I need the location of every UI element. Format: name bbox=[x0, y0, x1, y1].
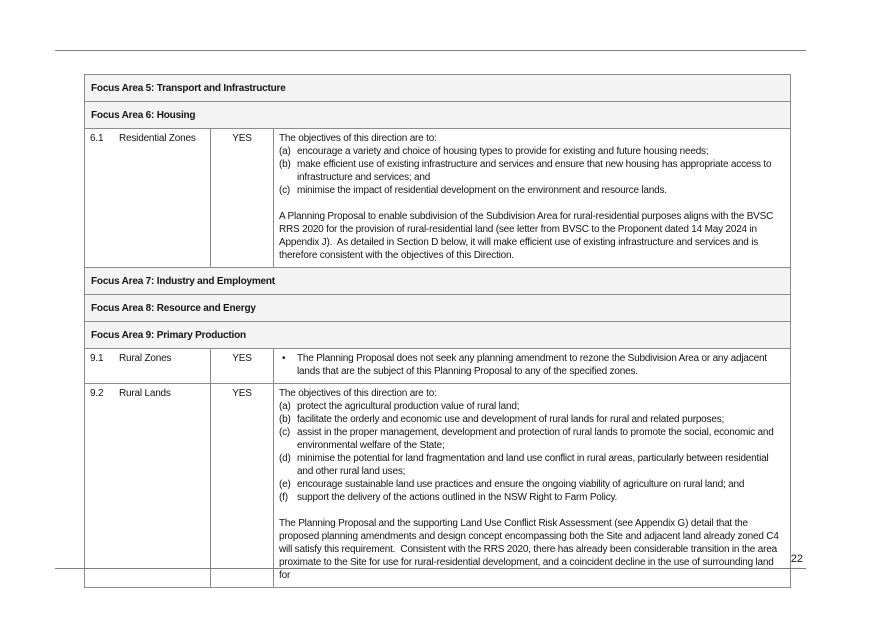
item-ref-cell bbox=[85, 129, 211, 267]
block-text: The objectives of this direction are to: bbox=[279, 133, 437, 144]
block-text: The Planning Proposal and the supporting Land Use Conflict Risk Assessment (see Appendix G) detail that the proposed planning amendments and design concept encompassing both the Site and adjacent land already zoned C4 will satisfy this requirement. Consistent with the RRS 2020, there has already been considerable transition in the area proximate to the Site for use for rural-residential development, and a coincident decline in the use of surrounding land for bbox=[279, 518, 782, 581]
section-label: Focus Area 9: Primary Production bbox=[91, 330, 246, 341]
paragraph bbox=[279, 517, 784, 582]
table-section-row bbox=[85, 267, 790, 294]
list-marker: (b) bbox=[279, 159, 291, 170]
block-text: encourage a variety and choice of housing types to provide for existing and future housing needs; bbox=[297, 146, 709, 157]
item-consistency-cell: YES bbox=[211, 129, 274, 267]
lettered-item bbox=[279, 452, 784, 478]
page-number: 22 bbox=[790, 553, 803, 565]
assessment-table bbox=[84, 74, 791, 588]
table-item-row bbox=[85, 348, 790, 383]
paragraph bbox=[279, 387, 784, 400]
block-text: make efficient use of existing infrastructure and services and ensure that new housing has appropriate access to infrastructure and services; and bbox=[297, 159, 774, 183]
paragraph-spacer bbox=[279, 504, 784, 517]
item-consistency-cell: YES bbox=[211, 384, 274, 587]
list-marker: (a) bbox=[279, 146, 291, 157]
block-text: minimise the potential for land fragmentation and land use conflict in rural areas, particularly between residential and other rural land uses; bbox=[297, 453, 772, 477]
item-number: 9.2 bbox=[90, 388, 104, 399]
paragraph-spacer bbox=[279, 197, 784, 210]
section-label: Focus Area 7: Industry and Employment bbox=[91, 276, 275, 287]
list-marker: (c) bbox=[279, 185, 291, 196]
lettered-item bbox=[279, 491, 784, 504]
list-marker: (f) bbox=[279, 492, 288, 503]
paragraph bbox=[279, 210, 784, 262]
item-comment-cell bbox=[274, 129, 790, 267]
table-section-row bbox=[85, 294, 790, 321]
section-label: Focus Area 6: Housing bbox=[91, 110, 196, 121]
bullet-marker: • bbox=[282, 353, 286, 364]
list-marker: (e) bbox=[279, 479, 291, 490]
item-number: 9.1 bbox=[90, 353, 104, 364]
item-number: 6.1 bbox=[90, 133, 104, 144]
list-marker: (d) bbox=[279, 453, 291, 464]
block-text: The Planning Proposal does not seek any planning amendment to rezone the Subdivision Area or any adjacent lands that are the subject of this Planning Proposal to any of the specified zones. bbox=[297, 353, 770, 377]
bullet-item bbox=[279, 352, 784, 378]
item-label: Rural Lands bbox=[119, 388, 171, 399]
item-ref-cell bbox=[85, 349, 211, 383]
lettered-item bbox=[279, 426, 784, 452]
table-section-row bbox=[85, 101, 790, 128]
lettered-item bbox=[279, 478, 784, 491]
lettered-item bbox=[279, 400, 784, 413]
item-label: Rural Zones bbox=[119, 353, 172, 364]
lettered-item bbox=[279, 184, 784, 197]
header-rule bbox=[55, 50, 806, 51]
table-item-row bbox=[85, 128, 790, 267]
block-text: minimise the impact of residential development on the environment and resource lands. bbox=[297, 185, 667, 196]
section-label: Focus Area 8: Resource and Energy bbox=[91, 303, 256, 314]
footer-rule bbox=[55, 568, 806, 569]
block-text: facilitate the orderly and economic use and development of rural lands for rural and related purposes; bbox=[297, 414, 725, 425]
list-marker: (c) bbox=[279, 427, 291, 438]
block-text: assist in the proper management, development and protection of rural lands to promote the social, economic and environmental welfare of the State; bbox=[297, 427, 777, 451]
lettered-item bbox=[279, 145, 784, 158]
block-text: A Planning Proposal to enable subdivision of the Subdivision Area for rural-residential purposes aligns with the BVSC RRS 2020 for the provision of rural-residential land (see letter from BVSC to the Proponent dated 14 May 2024 in Appendix J). As detailed in Section D below, it will make efficient use of existing infrastructure and services and is therefore consistent with the objectives of this Direction. bbox=[279, 211, 776, 261]
table-section-row bbox=[85, 321, 790, 348]
list-marker: (a) bbox=[279, 401, 291, 412]
section-label: Focus Area 5: Transport and Infrastructure bbox=[91, 83, 286, 94]
lettered-item bbox=[279, 413, 784, 426]
block-text: The objectives of this direction are to: bbox=[279, 388, 437, 399]
block-text: support the delivery of the actions outlined in the NSW Right to Farm Policy. bbox=[297, 492, 618, 503]
block-text: encourage sustainable land use practices and ensure the ongoing viability of agriculture on rural land; and bbox=[297, 479, 745, 490]
item-comment-cell bbox=[274, 349, 790, 383]
item-label: Residential Zones bbox=[119, 133, 196, 144]
item-consistency-cell: YES bbox=[211, 349, 274, 383]
paragraph bbox=[279, 132, 784, 145]
list-marker: (b) bbox=[279, 414, 291, 425]
block-text: protect the agricultural production value of rural land; bbox=[297, 401, 520, 412]
table-section-row bbox=[85, 75, 790, 101]
lettered-item bbox=[279, 158, 784, 184]
